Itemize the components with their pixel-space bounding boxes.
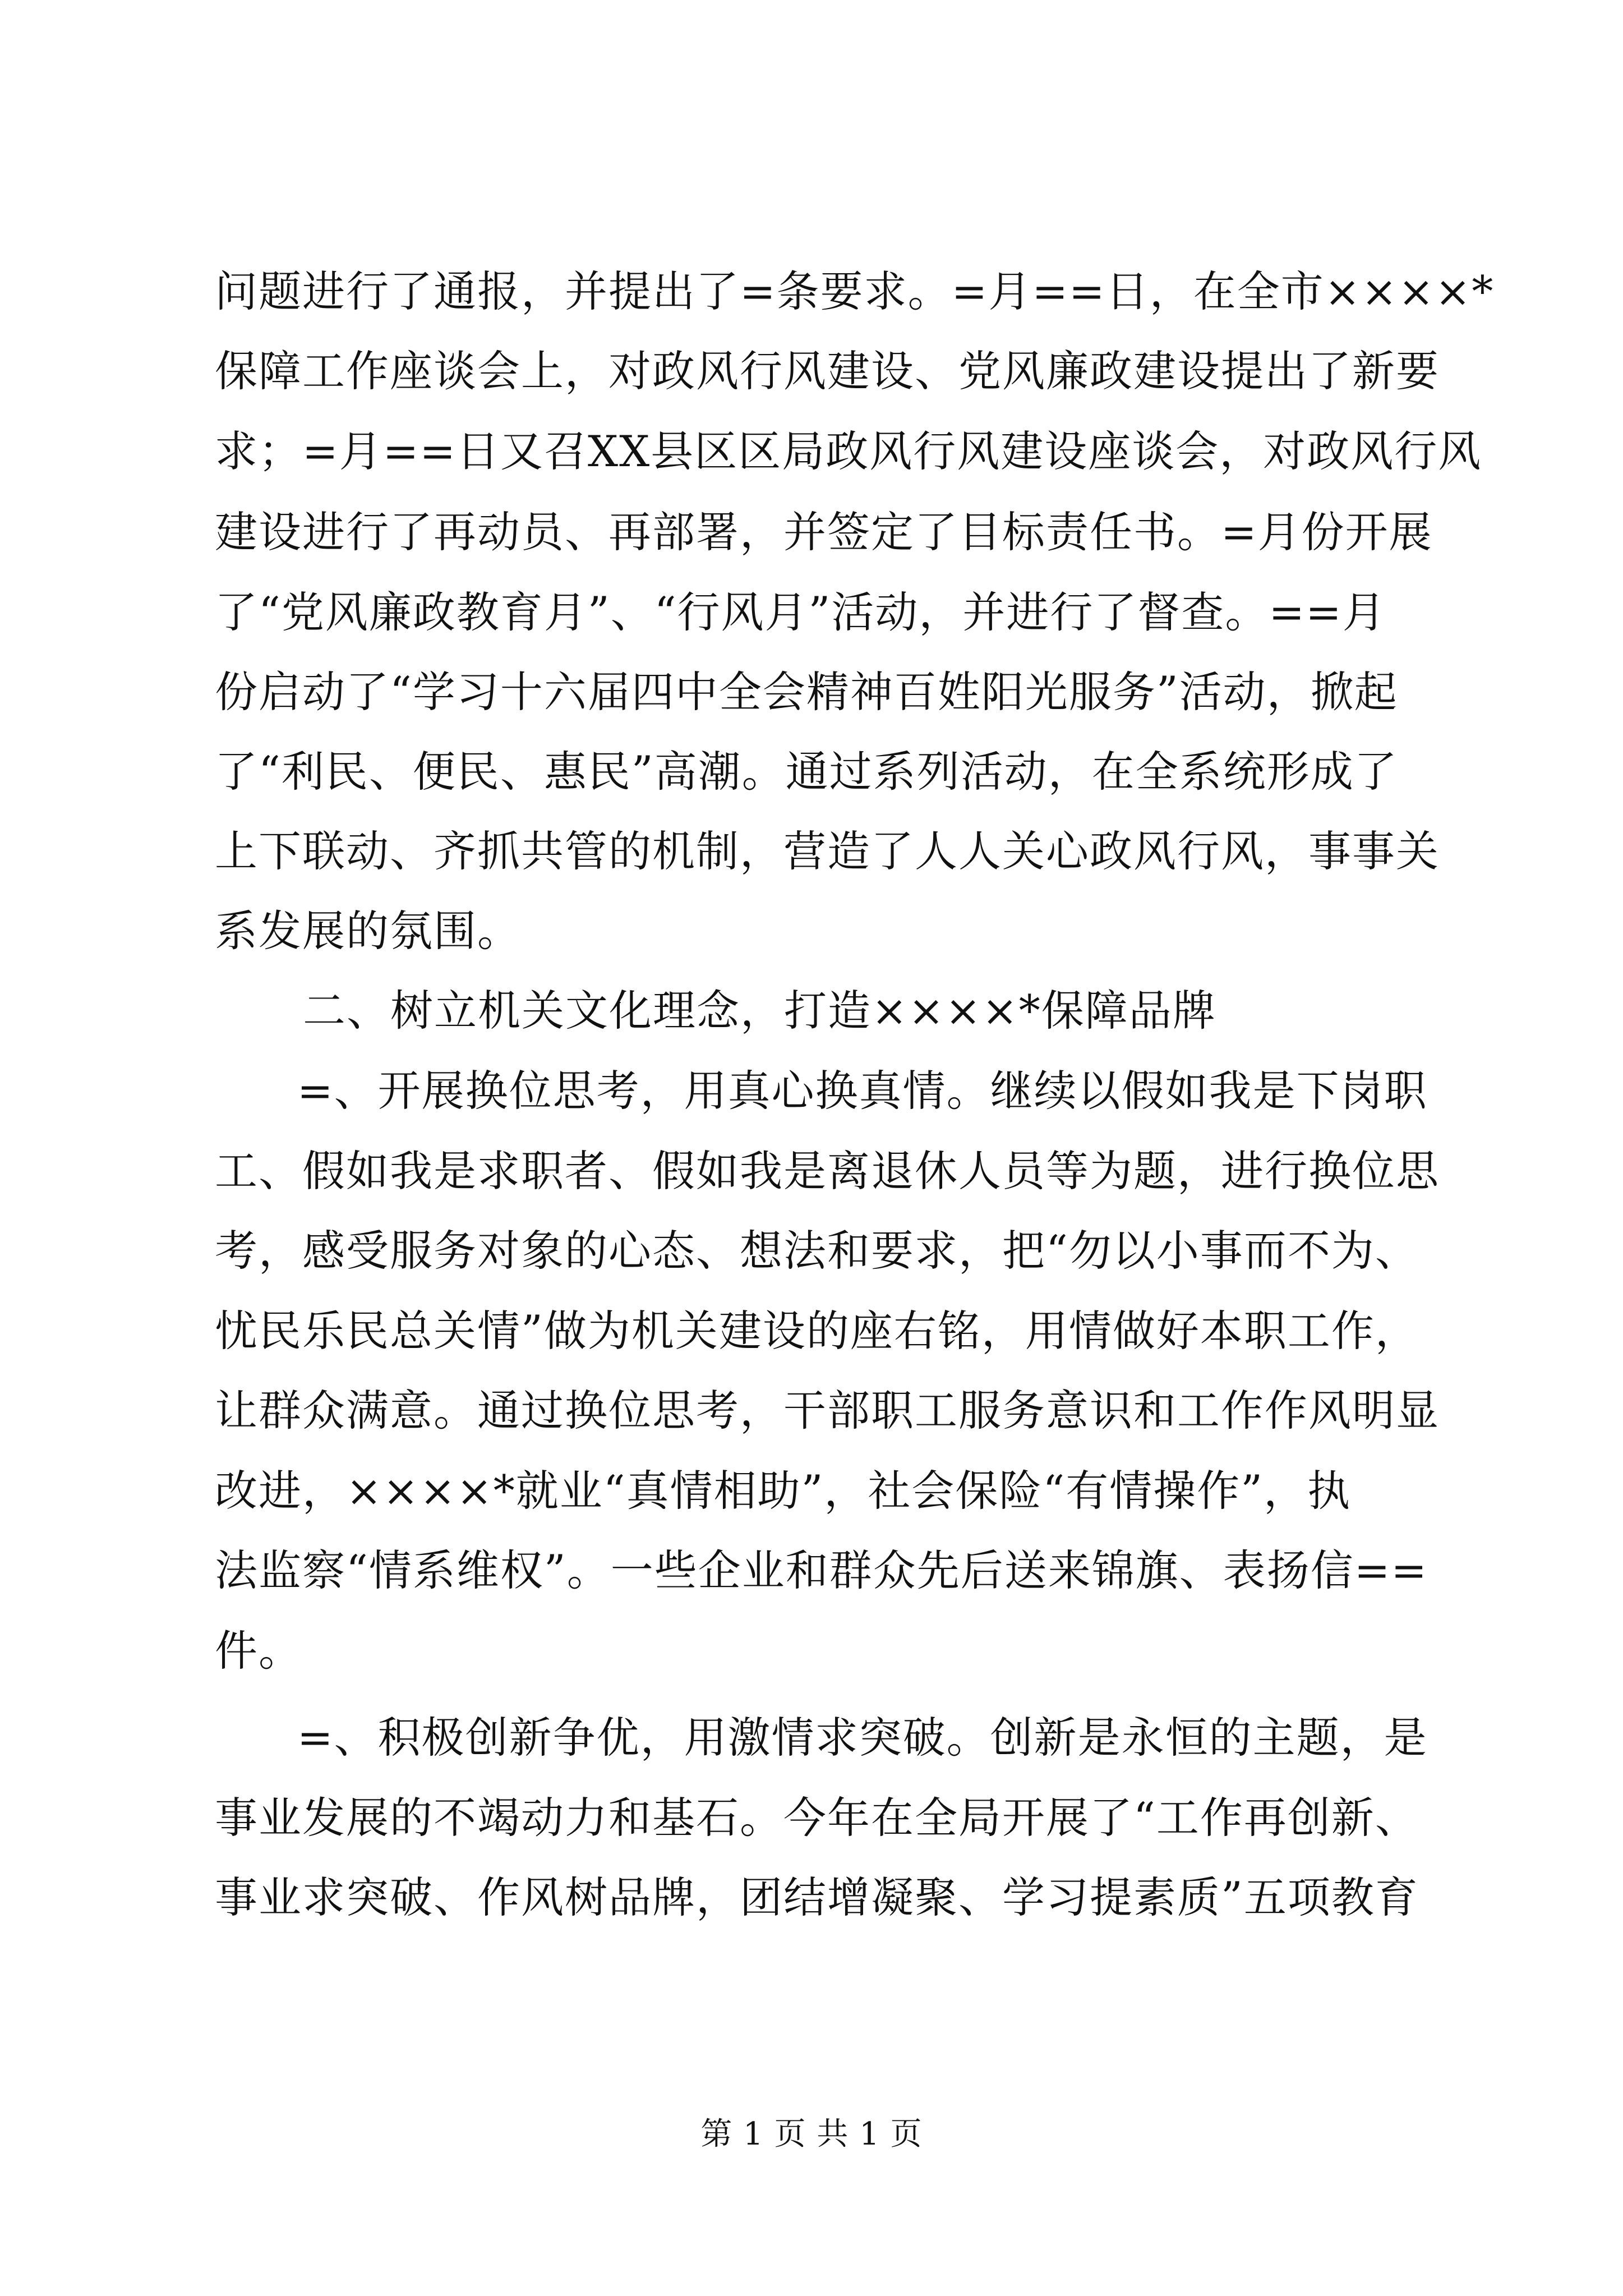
- text-line: 系发展的氛围。: [215, 906, 521, 956]
- text-line: 建设进行了再动员、再部署，并签定了目标责任书。=月份开展: [215, 507, 1433, 557]
- text-line: 份启动了“学习十六届四中全会精神百姓阳光服务”活动，掀起: [215, 667, 1398, 717]
- text-line: 件。: [215, 1626, 302, 1676]
- text-line: 事业发展的不竭动力和基石。今年在全局开展了“工作再创新、: [215, 1793, 1419, 1843]
- text-line: 了“利民、便民、惠民”高潮。通过系列活动，在全系统形成了: [215, 747, 1398, 797]
- text-line: 保障工作座谈会上，对政风行风建设、党风廉政建设提出了新要: [215, 346, 1440, 396]
- text-line: 法监察“情系维权”。一些企业和群众先后送来锦旗、表扬信==: [215, 1545, 1428, 1595]
- text-line: 工、假如我是求职者、假如我是离退休人员等为题，进行换位思: [215, 1146, 1440, 1196]
- text-line: 考，感受服务对象的心态、想法和要求，把“勿以小事而不为、: [215, 1226, 1419, 1276]
- text-line: =、开展换位思考，用真心换真情。继续以假如我是下岗职: [297, 1066, 1428, 1116]
- text-line: 求；=月==日又召XX县区区局政风行风建设座谈会，对政风行风: [215, 426, 1482, 476]
- page-number-footer: 第 1 页 共 1 页: [700, 2116, 923, 2152]
- text-line: 了“党风廉政教育月”、“行风月”活动，并进行了督查。==月: [215, 587, 1386, 637]
- text-line: 改进，××××*就业“真情相助”，社会保险“有情操作”，执: [215, 1466, 1352, 1516]
- text-line: 事业求突破、作风树品牌，团结增凝聚、学习提素质”五项教育: [215, 1872, 1419, 1922]
- text-line: 让群众满意。通过换位思考，干部职工服务意识和工作作风明显: [215, 1386, 1440, 1435]
- text-line: =、积极创新争优，用激情求突破。创新是永恒的主题，是: [297, 1713, 1428, 1763]
- text-line: 问题进行了通报，并提出了=条要求。=月==日，在全市××××*: [215, 266, 1495, 316]
- text-line: 上下联动、齐抓共管的机制，营造了人人关心政风行风，事事关: [215, 826, 1440, 876]
- section-heading: 二、树立机关文化理念，打造××××*保障品牌: [303, 986, 1216, 1036]
- text-line: 忧民乐民总关情”做为机关建设的座右铭，用情做好本职工作，: [215, 1306, 1419, 1356]
